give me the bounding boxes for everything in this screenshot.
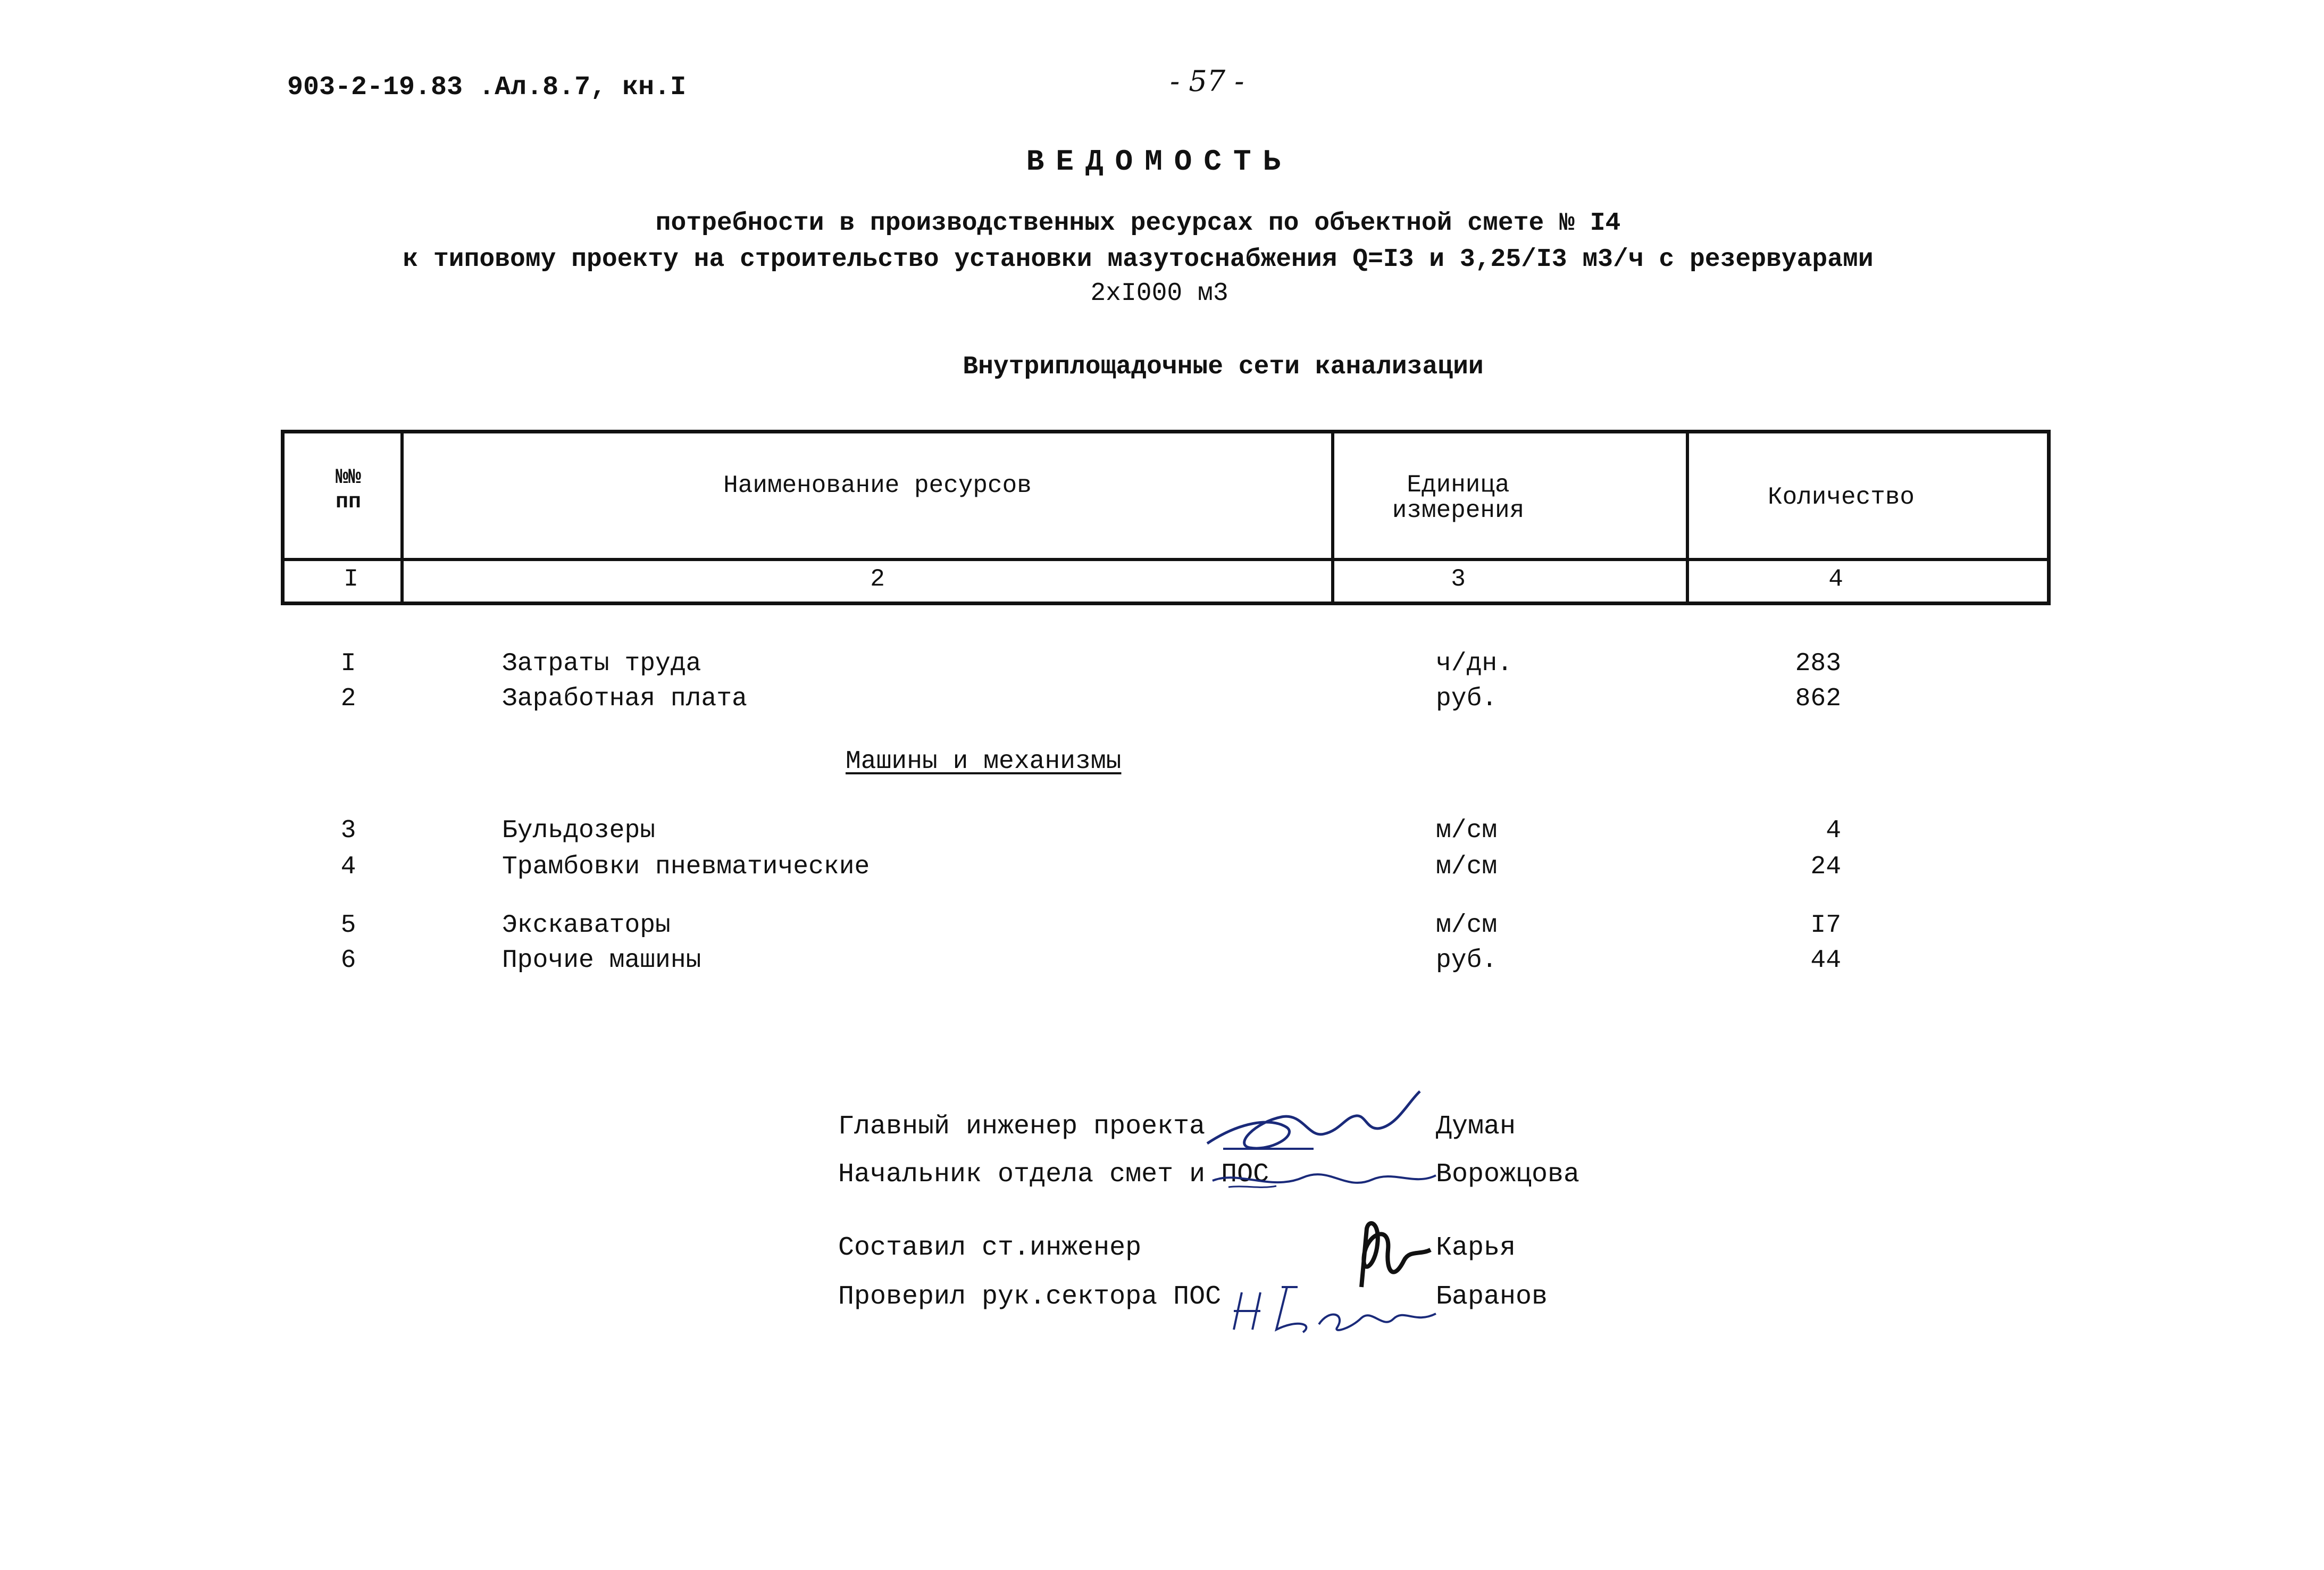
- row-num: 2: [340, 684, 356, 713]
- row-name: Затраты труда: [502, 649, 701, 678]
- signature-label: Начальник отдела смет и ПОС: [838, 1159, 1269, 1190]
- signature-name: Баранов: [1436, 1282, 1548, 1312]
- row-qty: 283: [1795, 649, 1841, 678]
- col-number-1: I: [344, 565, 358, 593]
- signature-name: Думан: [1436, 1112, 1516, 1142]
- subtitle-line-2: к типовому проекту на строительство установки мазутоснабжения Q=I3 и 3,25/I3 м3/ч с резервуарами: [403, 245, 1874, 274]
- machines-heading: Машины и механизмы: [846, 747, 1122, 776]
- page-number: - 57 -: [1170, 64, 1244, 98]
- document-title: ВЕДОМОСТЬ: [1026, 145, 1293, 179]
- header-qty: Количество: [1767, 483, 1915, 511]
- row-unit: м/см: [1436, 853, 1498, 881]
- col-number-4: 4: [1828, 565, 1843, 593]
- column-divider: [400, 433, 404, 602]
- row-name: Бульдозеры: [502, 816, 656, 845]
- column-divider: [1331, 433, 1334, 602]
- document-code: 903-2-19.83 .Ал.8.7, кн.I: [287, 72, 687, 103]
- subtitle-line-3: 2хI000 м3: [1090, 279, 1228, 308]
- row-name: Заработная плата: [502, 684, 747, 713]
- row-num: 5: [340, 911, 356, 940]
- header-unit: Единица измерения: [1392, 471, 1525, 525]
- row-divider: [285, 558, 2047, 561]
- row-qty: 4: [1826, 816, 1841, 845]
- signature-label: Составил ст.инженер: [838, 1233, 1142, 1263]
- row-num: I: [340, 649, 356, 678]
- table-header: [281, 430, 2051, 605]
- row-unit: м/см: [1436, 816, 1498, 845]
- row-num: 4: [340, 853, 356, 881]
- signature-name: Карья: [1436, 1233, 1516, 1263]
- signature-mark-estimates-head: [1207, 1154, 1441, 1202]
- row-qty: I7: [1810, 911, 1841, 940]
- col-number-2: 2: [870, 565, 885, 593]
- section-title: Внутриплощадочные сети канализации: [963, 353, 1484, 381]
- signature-name: Ворожцова: [1436, 1159, 1580, 1190]
- signature-mark-chief-engineer: [1191, 1085, 1425, 1165]
- row-num: 6: [340, 946, 356, 975]
- subtitle-line-1: потребности в производственных ресурсах по объектной смете № I4: [655, 209, 1621, 238]
- row-qty: 862: [1795, 684, 1841, 713]
- row-name: Экскаваторы: [502, 911, 671, 940]
- row-qty: 44: [1810, 946, 1841, 975]
- row-name: Трамбовки пневматические: [502, 853, 870, 881]
- row-unit: ч/дн.: [1436, 649, 1513, 678]
- row-num: 3: [340, 816, 356, 845]
- row-qty: 24: [1810, 853, 1841, 881]
- signature-label: Проверил рук.сектора ПОС: [838, 1282, 1222, 1312]
- header-num: №№ пп: [335, 466, 361, 514]
- signature-label: Главный инженер проекта: [838, 1112, 1206, 1142]
- signature-mark-sector-head: [1223, 1266, 1447, 1346]
- row-unit: руб.: [1436, 946, 1498, 975]
- column-divider: [1686, 433, 1689, 602]
- row-name: Прочие машины: [502, 946, 701, 975]
- col-number-3: 3: [1451, 565, 1466, 593]
- row-unit: м/см: [1436, 911, 1498, 940]
- header-name: Наименование ресурсов: [723, 472, 1032, 499]
- row-unit: руб.: [1436, 684, 1498, 713]
